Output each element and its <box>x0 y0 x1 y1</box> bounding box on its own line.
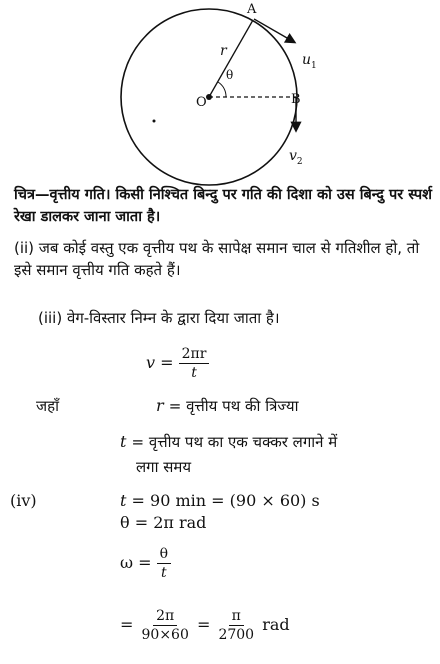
paragraph-iii: (iii) वेग-विस्तार निम्न के द्वारा दिया जाता है। <box>38 309 280 327</box>
paragraph-ii: (ii) जब कोई वस्तु एक वृत्तीय पथ के सापेक्ष समान चाल से गतिशील हो, तो इसे समान वृत्तीय गति कहते हैं। <box>14 239 420 279</box>
definition-r: r = वृत्तीय पथ की त्रिज्या <box>156 396 299 415</box>
omega-formula: ω = $\frac{\theta}{t}$ <box>120 546 171 581</box>
theta-value-equation: θ = 2π rad <box>120 513 207 532</box>
label-A: A <box>247 2 257 17</box>
omega-result: = $\frac{2\pi}{90\times 60}$ = $\frac{\pi}{2700}$ rad <box>120 608 290 643</box>
label-v2: $v_2$ <box>289 148 303 167</box>
t-value-equation: t = 90 min = (90 × 60) s <box>120 491 320 510</box>
dot-mark <box>153 120 156 123</box>
label-theta: θ <box>226 68 234 82</box>
definition-t: t = वृत्तीय पथ का एक चक्कर लगाने में <box>120 432 338 451</box>
radius-line-OA <box>209 20 253 97</box>
definition-t-line2: लगा समय <box>136 458 192 476</box>
item-iv-label: (iv) <box>10 491 37 510</box>
label-r: r <box>220 43 227 59</box>
figure-caption: चित्र—वृत्तीय गति। किसी निश्चित बिन्दु पर गति की दिशा को उस बिन्दु पर स्पर्श रेखा डालकर जाना जाता है। <box>14 187 432 225</box>
label-u1: $u_1$ <box>302 52 317 71</box>
label-O: O <box>196 95 207 110</box>
center-point <box>206 94 212 100</box>
theta-arc <box>218 82 226 97</box>
circular-motion-figure <box>0 0 440 190</box>
where-label: जहाँ <box>36 397 59 415</box>
label-B: B <box>291 92 301 107</box>
formula-velocity: v = $\frac{2\pi r}{t}$ <box>146 346 209 381</box>
